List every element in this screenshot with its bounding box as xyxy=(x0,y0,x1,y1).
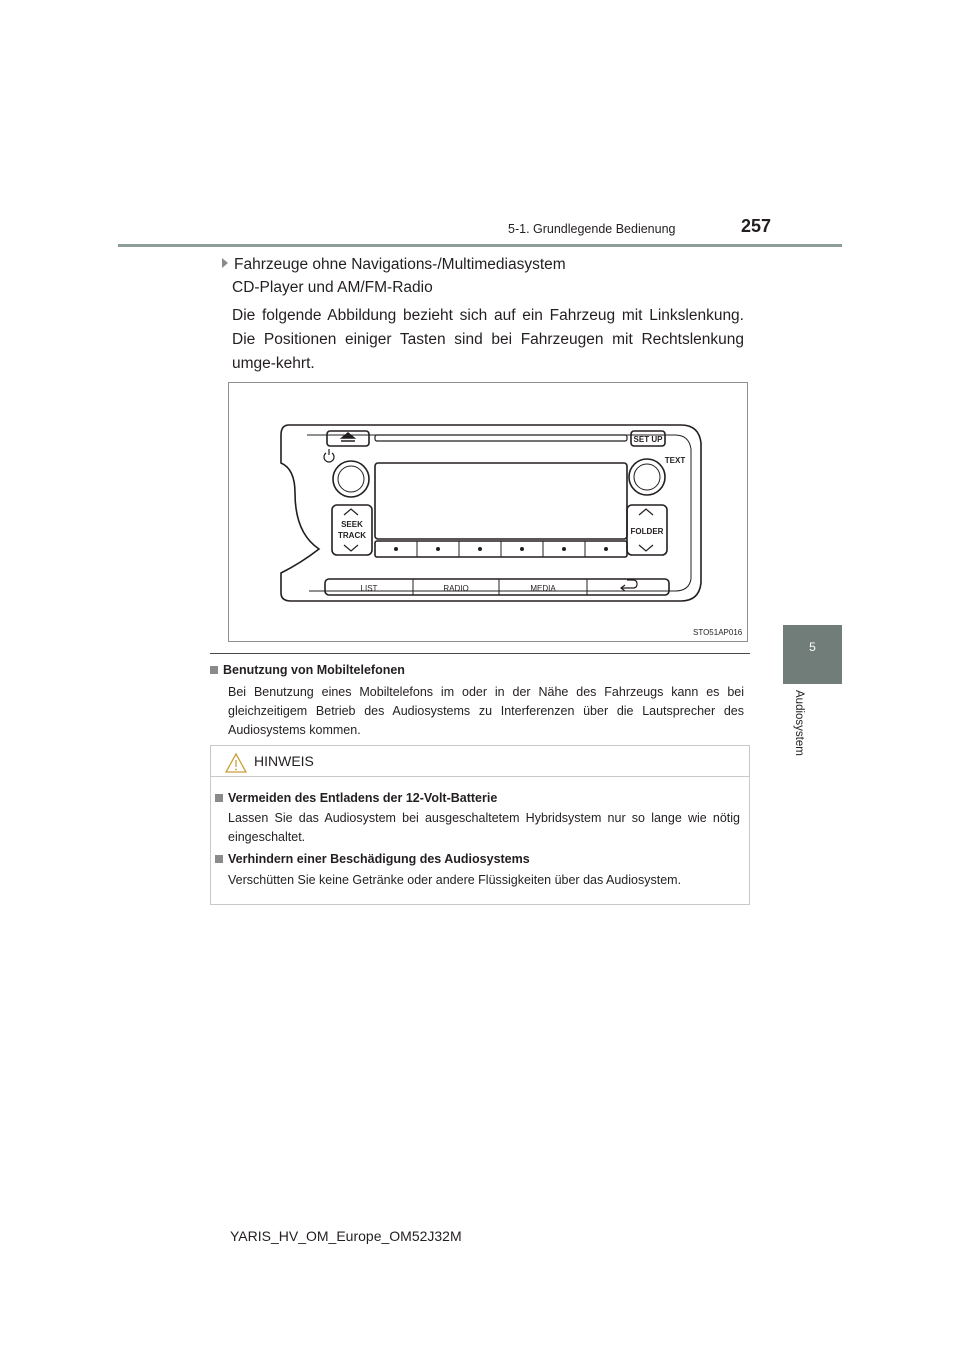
notice-item-title: Verhindern einer Beschädigung des Audiosystems xyxy=(215,852,530,866)
section-title: 5-1. Grundlegende Bedienung xyxy=(508,222,676,236)
folder-label: FOLDER xyxy=(630,527,664,536)
square-bullet-icon xyxy=(215,855,223,863)
square-bullet-icon xyxy=(210,666,218,674)
chapter-tab xyxy=(783,625,842,684)
media-label: MEDIA xyxy=(530,584,556,593)
footer-code: YARIS_HV_OM_Europe_OM52J32M xyxy=(230,1228,462,1244)
back-arrow-icon[interactable] xyxy=(621,580,637,591)
list-label: LIST xyxy=(360,584,378,593)
radio-figure xyxy=(228,382,748,642)
preset-3[interactable] xyxy=(478,547,482,551)
power-icon xyxy=(324,449,334,462)
mobile-note-body: Bei Benutzung eines Mobiltelefons im oder in der Nähe des Fahrzeugs kann es bei gleichzeitigem Betrieb des Audiosystems zu Interferenzen über die Lautsprecher des Audiosystems kommen. xyxy=(228,685,744,737)
mobile-note-title: Benutzung von Mobiltelefonen xyxy=(210,663,405,677)
tune-knob-inner xyxy=(634,464,660,490)
notice-item-body: Lassen Sie das Audiosystem bei ausgeschaltetem Hybridsystem nur so lange wie nötig eingeschaltet. xyxy=(228,811,740,844)
track-label: TRACK xyxy=(338,531,366,540)
subheading: CD-Player und AM/FM-Radio xyxy=(232,279,433,296)
intro-paragraph: Die folgende Abbildung bezieht sich auf ein Fahrzeug mit Linkslenkung. Die Positionen einiger Tasten sind bei Fahrzeugen mit Rechtslenkung umge-kehrt. xyxy=(232,307,744,372)
radio-label: RADIO xyxy=(443,584,469,593)
seek-label: SEEK xyxy=(341,520,363,529)
faceplate-outline xyxy=(281,425,701,601)
chapter-label: Audiosystem xyxy=(793,690,805,756)
text-label: TEXT xyxy=(664,456,686,465)
figure-code: STO51AP016 xyxy=(693,628,743,637)
arrow-bullet-icon xyxy=(222,258,228,268)
radio-illustration xyxy=(229,383,747,641)
preset-dividers xyxy=(417,541,585,557)
preset-4[interactable] xyxy=(520,547,524,551)
lead-text: Fahrzeuge ohne Navigations-/Multimediasystem xyxy=(234,256,566,273)
lead-line xyxy=(222,256,566,274)
warning-triangle-icon xyxy=(224,752,248,774)
power-volume-knob-inner xyxy=(338,466,364,492)
bottom-dividers xyxy=(413,579,587,595)
faceplate-inner xyxy=(307,435,691,591)
chapter-number: 5 xyxy=(809,640,816,654)
cd-slot xyxy=(375,435,627,441)
notice-rule xyxy=(210,776,750,777)
seek-track-button[interactable] xyxy=(332,505,372,555)
preset-1[interactable] xyxy=(394,547,398,551)
preset-2[interactable] xyxy=(436,547,440,551)
preset-5[interactable] xyxy=(562,547,566,551)
section-separator xyxy=(210,653,750,654)
notice-title: HINWEIS xyxy=(254,753,314,769)
page-number: 257 xyxy=(741,216,772,236)
notice-item-title: Vermeiden des Entladens der 12-Volt-Batterie xyxy=(215,791,497,805)
notice-item-body: Verschütten Sie keine Getränke oder andere Flüssigkeiten über das Audiosystem. xyxy=(228,873,682,887)
preset-6[interactable] xyxy=(604,547,608,551)
square-bullet-icon xyxy=(215,794,223,802)
eject-icon xyxy=(341,433,355,441)
header-rule xyxy=(118,244,842,247)
setup-label: SET UP xyxy=(633,435,663,444)
display-screen xyxy=(375,463,627,539)
seek-arrows-icon xyxy=(344,509,358,551)
